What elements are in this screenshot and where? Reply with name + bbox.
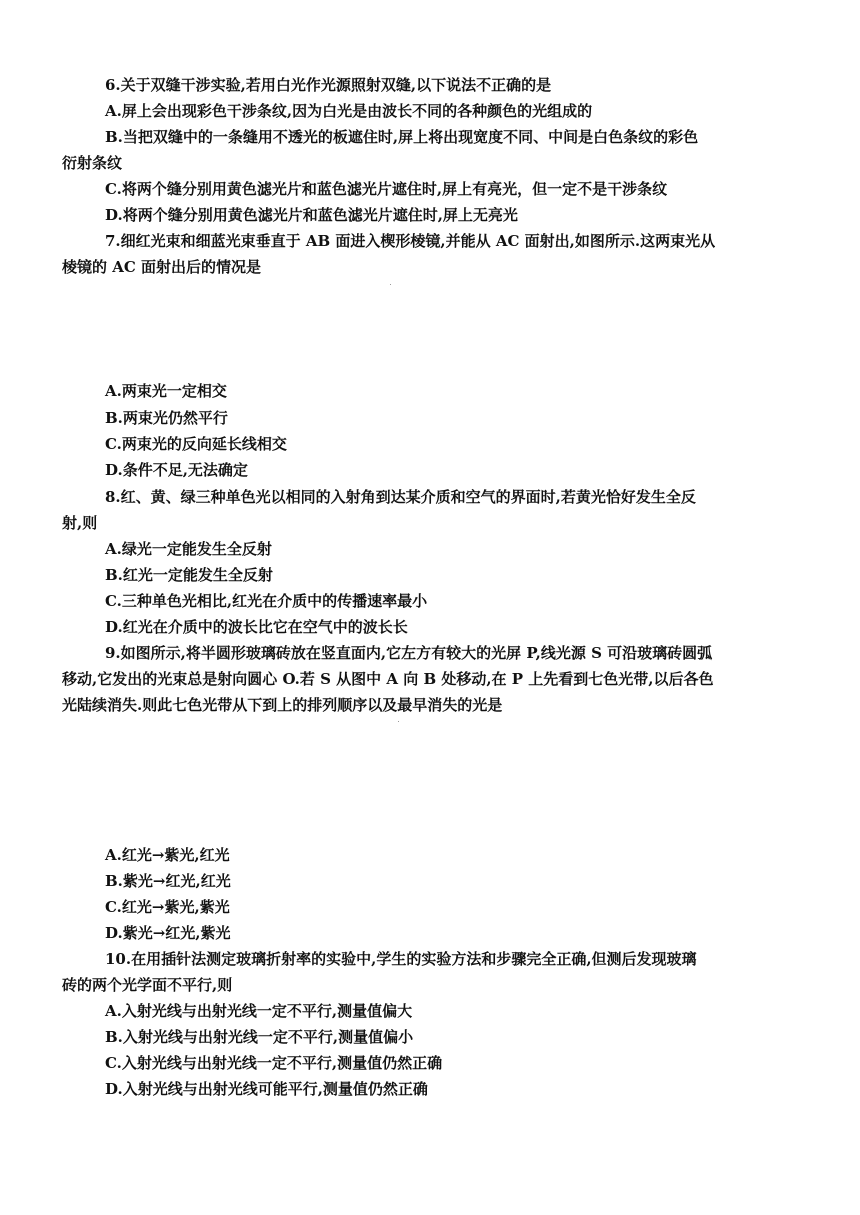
q6-option-c: C.将两个缝分别用黄色滤光片和蓝色滤光片遮住时,屏上有亮光，但一定不是干涉条纹 — [105, 180, 668, 198]
q9-stem-line-3: 光陆续消失.则此七色光带从下到上的排列顺序以及最早消失的光是 — [62, 696, 503, 714]
q8-option-c: C.三种单色光相比,红光在介质中的传播速率最小 — [105, 592, 428, 610]
q9-figure-placeholder — [62, 721, 798, 841]
q6-option-b: B.当把双缝中的一条缝用不透光的板遮住时,屏上将出现宽度不同、中间是白色条纹的彩色 — [105, 128, 699, 146]
figure-speck — [390, 284, 391, 285]
q9-option-d: D.紫光→红光,紫光 — [105, 924, 231, 942]
q8-option-a: A.绿光一定能发生全反射 — [105, 540, 272, 558]
q10-stem-line-1: 10.在用插针法测定玻璃折射率的实验中,学生的实验方法和步骤完全正确,但测后发现玻璃 — [105, 950, 697, 968]
q7-stem-line-1: 7.细红光束和细蓝光束垂直于 AB 面进入楔形棱镜,并能从 AC 面射出,如图所示.这两束光从 — [105, 232, 716, 250]
q8-stem-line-2: 射,则 — [62, 514, 98, 532]
q7-option-d: D.条件不足,无法确定 — [105, 461, 248, 479]
q10-option-c: C.入射光线与出射光线一定不平行,测量值仍然正确 — [105, 1054, 443, 1072]
q6-stem-line-1: 6.关于双缝干涉实验,若用白光作光源照射双缝,以下说法不正确的是 — [105, 76, 552, 94]
q10-option-b: B.入射光线与出射光线一定不平行,测量值偏小 — [105, 1028, 414, 1046]
q10-stem-line-2: 砖的两个光学面不平行,则 — [62, 976, 233, 994]
q7-figure-placeholder — [62, 283, 798, 378]
q9-stem-line-2: 移动,它发出的光束总是射向圆心 O.若 S 从图中 A 向 B 处移动,在 P 上先看到七色光带,以后各色 — [62, 670, 714, 688]
q9-option-a: A.红光→紫光,红光 — [105, 846, 230, 864]
q7-option-a: A.两束光一定相交 — [105, 382, 227, 400]
q8-option-b: B.红光一定能发生全反射 — [105, 566, 273, 584]
q7-option-c: C.两束光的反向延长线相交 — [105, 435, 287, 453]
q9-option-c: C.红光→紫光,紫光 — [105, 898, 230, 916]
q6-option-a: A.屏上会出现彩色干涉条纹,因为白光是由波长不同的各种颜色的光组成的 — [105, 102, 593, 120]
q10-option-a: A.入射光线与出射光线一定不平行,测量值偏大 — [105, 1002, 413, 1020]
q7-stem-line-2: 棱镜的 AC 面射出后的情况是 — [62, 258, 262, 276]
q6-option-d: D.将两个缝分别用黄色滤光片和蓝色滤光片遮住时,屏上无亮光 — [105, 206, 518, 224]
q9-stem-line-1: 9.如图所示,将半圆形玻璃砖放在竖直面内,它左方有较大的光屏 P,线光源 S 可沿玻璃砖圆弧 — [105, 644, 713, 662]
q7-option-b: B.两束光仍然平行 — [105, 409, 228, 427]
q8-option-d: D.红光在介质中的波长比它在空气中的波长长 — [105, 618, 408, 636]
q8-stem-line-1: 8.红、黄、绿三种单色光以相同的入射角到达某介质和空气的界面时,若黄光恰好发生全反 — [105, 488, 696, 506]
q9-option-b: B.紫光→红光,红光 — [105, 872, 231, 890]
q10-option-d: D.入射光线与出射光线可能平行,测量值仍然正确 — [105, 1080, 428, 1098]
q6-option-b-cont: 衍射条纹 — [62, 154, 123, 172]
figure-speck — [398, 721, 399, 722]
